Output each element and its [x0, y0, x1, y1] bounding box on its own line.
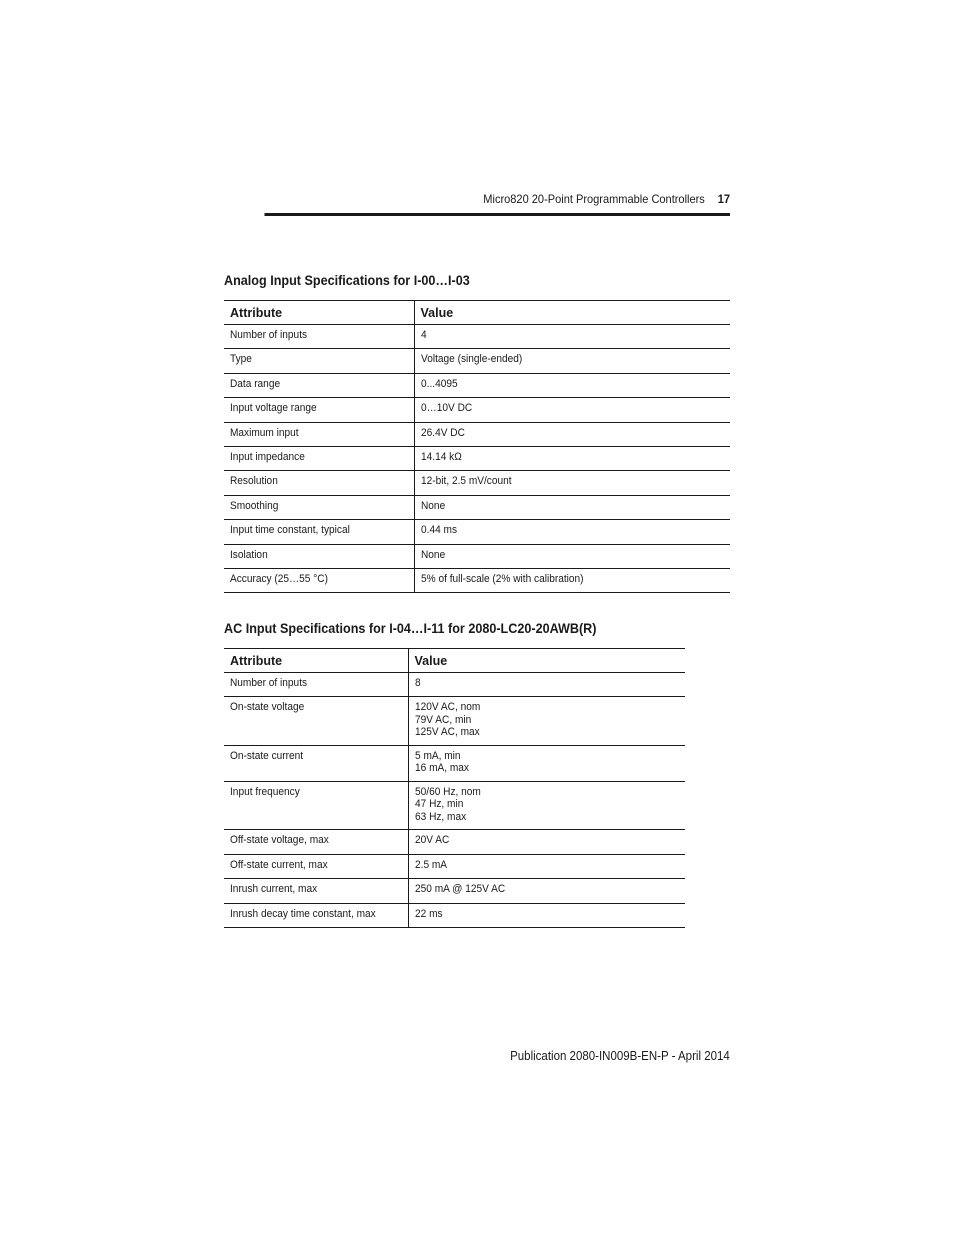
value-text: [421, 451, 462, 464]
table-row: [224, 903, 685, 927]
attribute-label: Smoothing: [230, 499, 279, 512]
value-line: 8: [414, 677, 421, 689]
value-cell: [414, 325, 730, 349]
attribute-cell: [224, 422, 414, 446]
ac-table-body: [224, 673, 685, 928]
value-cell: [414, 446, 730, 470]
attribute-cell: [224, 879, 408, 903]
value-text: [421, 549, 445, 562]
value-cell: [408, 830, 685, 854]
page-number: 17: [717, 192, 730, 206]
attribute-cell: [224, 673, 408, 697]
attribute-label: Off-state voltage, max: [230, 834, 329, 847]
attribute-column-header: Attribute: [224, 649, 408, 673]
value-cell: [414, 349, 730, 373]
attribute-label: Maximum input: [230, 426, 299, 439]
attribute-label: Accuracy (25…55 °C): [230, 572, 328, 585]
publication-footer: Publication 2080-IN009B-EN-P - April 2014: [510, 1049, 730, 1063]
value-line: 22 ms: [414, 907, 443, 920]
value-text: [415, 859, 447, 872]
analog-input-spec-table: [224, 300, 730, 593]
table-row: [224, 781, 685, 830]
value-line: 79V AC, min: [414, 713, 471, 726]
attribute-label: Inrush decay time constant, max: [230, 907, 376, 920]
ac-input-spec-table: [224, 648, 685, 928]
value-line: 16 mA, max: [414, 762, 469, 775]
table-row: [224, 471, 730, 495]
attribute-cell: [224, 544, 414, 568]
value-cell: [414, 398, 730, 422]
attribute-cell: [224, 903, 408, 927]
value-line: 47 Hz, min: [414, 798, 463, 811]
attribute-label: Type: [230, 353, 252, 366]
value-text: [421, 500, 445, 513]
attribute-cell: [224, 830, 408, 854]
ac-section-title: AC Input Specifications for I-04…I-11 for 2080-LC20-20AWB(R): [224, 620, 597, 636]
attribute-label: Input impedance: [230, 450, 305, 463]
value-line: 50/60 Hz, nom: [414, 785, 481, 798]
value-text: [415, 883, 505, 896]
value-text: [421, 402, 472, 415]
table-row: [224, 325, 730, 349]
value-text: [415, 908, 443, 921]
attribute-cell: [224, 373, 414, 397]
value-line: 125V AC, max: [414, 726, 480, 739]
value-cell: [414, 520, 730, 544]
table-row: [224, 879, 685, 903]
value-text: [421, 573, 584, 586]
value-text: [421, 475, 512, 488]
table-header-row: [224, 301, 730, 325]
value-cell: [414, 544, 730, 568]
value-line: None: [420, 499, 445, 512]
table-row: [224, 568, 730, 592]
attribute-label: On-state voltage: [230, 701, 305, 714]
attribute-label: On-state current: [230, 749, 304, 762]
value-line: 14.14 kΩ: [420, 450, 462, 463]
value-line: 120V AC, nom: [414, 701, 480, 714]
attribute-label: Resolution: [230, 475, 278, 488]
value-cell: [414, 495, 730, 519]
table-row: [224, 349, 730, 373]
attribute-cell: [224, 349, 414, 373]
value-cell: [408, 879, 685, 903]
value-text: [421, 427, 465, 440]
attribute-cell: [224, 781, 408, 830]
table-row: [224, 373, 730, 397]
value-line: 0.44 ms: [420, 524, 457, 537]
attribute-column-header: Attribute: [224, 301, 414, 325]
value-column-header: Value: [414, 301, 730, 325]
value-text: [421, 329, 427, 342]
value-line: 2.5 mA: [414, 858, 447, 871]
value-cell: [408, 903, 685, 927]
value-line: 20V AC: [414, 834, 449, 847]
value-text: [415, 677, 421, 690]
attribute-cell: [224, 495, 414, 519]
value-text: [415, 834, 449, 847]
attribute-label: Number of inputs: [230, 677, 308, 689]
value-cell: [408, 854, 685, 878]
value-cell: [414, 471, 730, 495]
value-line: 250 mA @ 125V AC: [414, 883, 505, 896]
attribute-label: Inrush current, max: [230, 883, 318, 896]
attribute-label: Input time constant, typical: [230, 524, 350, 537]
value-column-header: Value: [408, 649, 685, 673]
table-row: [224, 697, 685, 746]
analog-section-title: Analog Input Specifications for I-00…I-03: [224, 272, 470, 288]
value-line: 5% of full-scale (2% with calibration): [420, 572, 584, 585]
attribute-cell: [224, 854, 408, 878]
value-line: 5 mA, min: [414, 749, 461, 762]
table-header-row: [224, 649, 685, 673]
running-header: [264, 192, 730, 216]
value-text: [421, 353, 522, 366]
value-line: None: [420, 548, 445, 561]
table-row: [224, 544, 730, 568]
table-row: [224, 495, 730, 519]
table-row: [224, 422, 730, 446]
value-text: [415, 701, 480, 739]
value-line: 12-bit, 2.5 mV/count: [420, 475, 512, 488]
analog-table-body: [224, 325, 730, 593]
value-cell: [414, 422, 730, 446]
attribute-label: Off-state current, max: [230, 858, 328, 871]
attribute-label: Data range: [230, 377, 281, 390]
attribute-cell: [224, 398, 414, 422]
value-text: [421, 524, 457, 537]
value-cell: [408, 745, 685, 781]
value-cell: [408, 673, 685, 697]
value-cell: [408, 781, 685, 830]
document-title: Micro820 20-Point Programmable Controllers: [483, 192, 705, 206]
table-row: [224, 446, 730, 470]
attribute-label: Input voltage range: [230, 402, 317, 415]
table-row: [224, 398, 730, 422]
attribute-cell: [224, 745, 408, 781]
value-cell: [408, 697, 685, 746]
attribute-cell: [224, 697, 408, 746]
value-line: 63 Hz, max: [414, 810, 466, 823]
attribute-cell: [224, 471, 414, 495]
table-row: [224, 520, 730, 544]
table-row: [224, 854, 685, 878]
value-line: 0...4095: [420, 377, 458, 390]
attribute-cell: [224, 325, 414, 349]
value-line: Voltage (single-ended): [420, 353, 522, 366]
value-line: 0…10V DC: [420, 402, 472, 415]
value-text: [415, 750, 469, 775]
attribute-cell: [224, 446, 414, 470]
table-row: [224, 830, 685, 854]
attribute-label: Input frequency: [230, 785, 300, 798]
value-line: 4: [420, 329, 427, 341]
attribute-cell: [224, 568, 414, 592]
attribute-label: Number of inputs: [230, 329, 308, 341]
attribute-cell: [224, 520, 414, 544]
value-cell: [414, 568, 730, 592]
value-text: [415, 786, 481, 824]
table-row: [224, 745, 685, 781]
value-line: 26.4V DC: [420, 426, 465, 439]
attribute-label: Isolation: [230, 548, 268, 561]
value-cell: [414, 373, 730, 397]
value-text: [421, 378, 458, 391]
table-row: [224, 673, 685, 697]
